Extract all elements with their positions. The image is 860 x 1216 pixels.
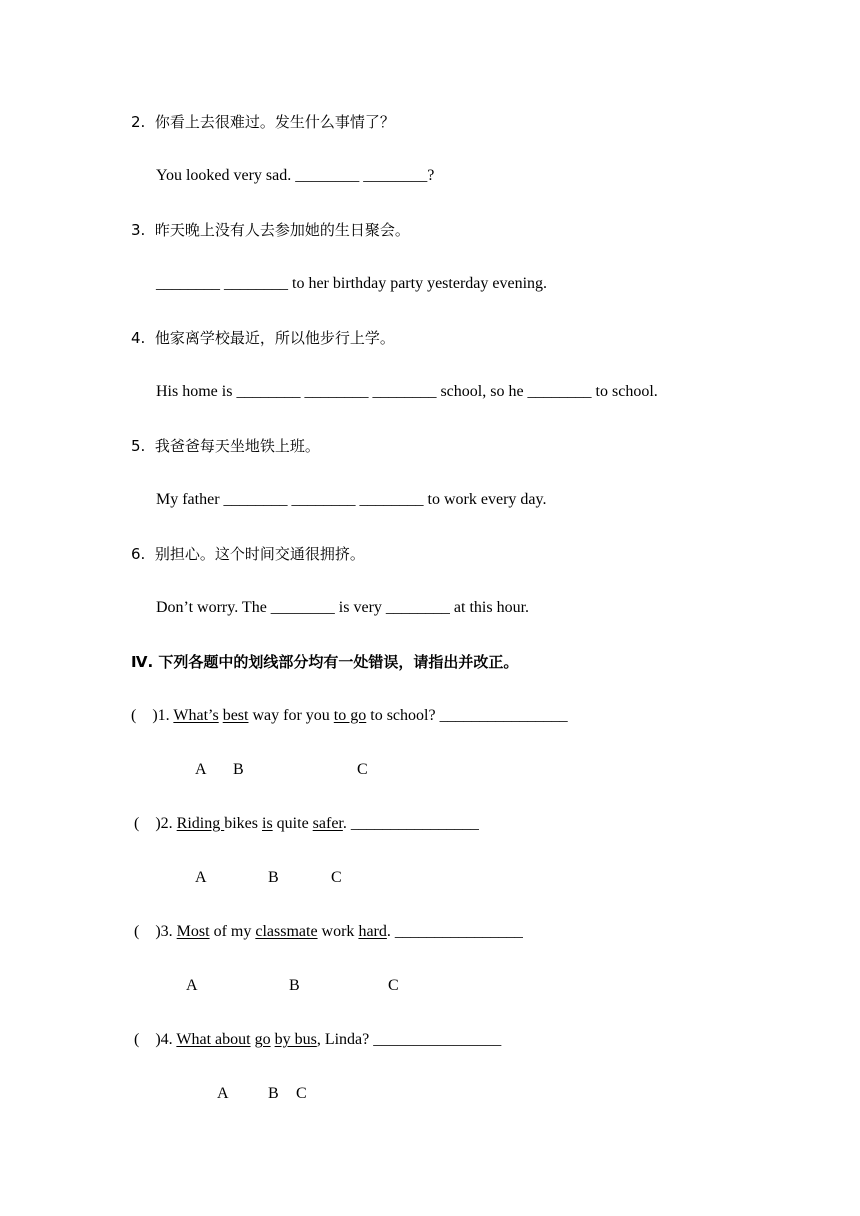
question-5-english: My father ________ ________ ________ to work every day.: [156, 491, 547, 508]
answer-bracket: ( )1.: [131, 707, 174, 724]
question-4-english: His home is ________ ________ ________ school, so he ________ to school.: [156, 383, 658, 400]
underlined-part-b: is: [262, 815, 273, 832]
underlined-part-b: classmate: [255, 923, 318, 940]
letter-a: A: [195, 869, 207, 886]
letter-b: B: [289, 977, 300, 994]
question-text: way for you: [248, 707, 334, 724]
letter-c: C: [331, 869, 342, 886]
letter-a: A: [186, 977, 198, 994]
answer-bracket: ( )2.: [134, 815, 177, 832]
question-text: . ________________: [386, 923, 523, 940]
answer-bracket: ( )4.: [134, 1031, 177, 1048]
letter-c: C: [357, 761, 368, 778]
underlined-part-a: What’s: [173, 707, 219, 724]
letter-b: B: [268, 1085, 279, 1102]
question-text: quite: [272, 815, 313, 832]
question-2-english: You looked very sad. ________ ________?: [156, 167, 435, 184]
underlined-part-c: to go: [333, 707, 367, 724]
question-text: of my: [209, 923, 256, 940]
underlined-part-c: by bus: [274, 1031, 317, 1048]
error-question-3: [134, 922, 523, 942]
underlined-part-b: best: [222, 707, 249, 724]
question-5-chinese: 5. 我爸爸每天坐地铁上班。: [131, 437, 320, 455]
error-question-2: [134, 814, 479, 834]
question-text: , Linda? ________________: [316, 1031, 502, 1048]
error-question-1: [131, 706, 568, 726]
question-text: work: [317, 923, 359, 940]
letter-c: C: [296, 1085, 307, 1102]
underlined-part-a: Most: [176, 923, 210, 940]
letter-a: A: [195, 761, 207, 778]
question-6-english: Don’t worry. The ________ is very ________ at this hour.: [156, 599, 530, 616]
underlined-part-c: safer: [312, 815, 343, 832]
question-4-chinese: 4. 他家离学校最近，所以他步行上学。: [131, 329, 395, 347]
error-question-4: [134, 1030, 501, 1050]
letter-c: C: [388, 977, 399, 994]
question-6-chinese: 6. 别担心。这个时间交通很拥挤。: [131, 545, 365, 563]
letter-b: B: [268, 869, 279, 886]
question-2-chinese: 2. 你看上去很难过。发生什么事情了？: [131, 113, 395, 131]
answer-bracket: ( )3.: [134, 923, 177, 940]
question-text: bikes: [224, 815, 262, 832]
question-3-english: ________ ________ to her birthday party yesterday evening.: [156, 275, 548, 292]
underlined-part-b: go: [254, 1031, 271, 1048]
underlined-part-a: What about: [176, 1031, 251, 1048]
underlined-part-c: hard: [358, 923, 387, 940]
letter-a: A: [217, 1085, 229, 1102]
letter-b: B: [233, 761, 244, 778]
question-text: to school? ________________: [366, 707, 568, 724]
section-iv-heading: Ⅳ. 下列各题中的划线部分均有一处错误，请指出并改正。: [131, 653, 519, 671]
underlined-part-a: Riding: [176, 815, 225, 832]
question-text: . ________________: [342, 815, 479, 832]
question-3-chinese: 3. 昨天晚上没有人去参加她的生日聚会。: [131, 221, 410, 239]
option-letters-4: [0, 1084, 860, 1164]
